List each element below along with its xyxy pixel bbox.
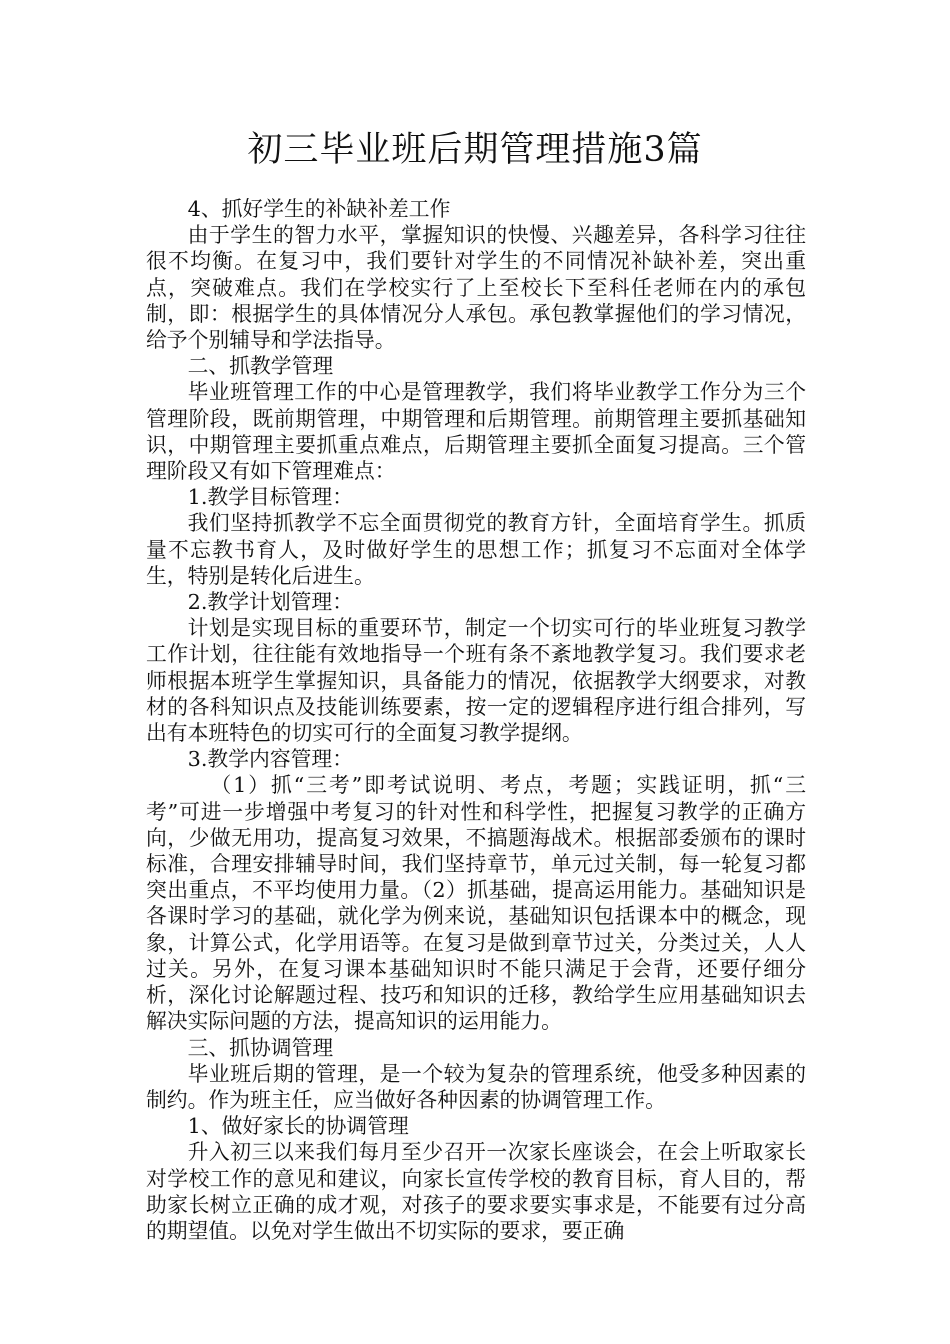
paragraph-heading-plan-management: 2.教学计划管理：: [187, 590, 354, 615]
paragraph-goal-management-body: 我们坚持抓教学不忘全面贯彻党的教育方针，全面培育学生。抓质量不忘教书育人，及时做好学生的思想工作；抓复习不忘面对全体学生，特别是转化后进生。: [146, 511, 806, 588]
paragraph-heading-content-management: 3.教学内容管理：: [187, 747, 354, 772]
document-title: 初三毕业班后期管理措施3篇: [247, 130, 703, 170]
paragraph-parent-coordination-body: 升入初三以来我们每月至少召开一次家长座谈会，在会上听取家长对学校工作的意见和建议，向家长宣传学校的教育目标，育人目的，帮助家长树立正确的成才观，对孩子的要求要实事求是，不能要有过分高的期望值。以免对学生做出不切实际的要求，要正确: [146, 1140, 806, 1243]
paragraph-heading-teaching-management: 二、抓教学管理: [187, 354, 334, 379]
paragraph-heading-remedial: 4、抓好学生的补缺补差工作: [187, 197, 451, 221]
paragraph-plan-management-body: 计划是实现目标的重要环节，制定一个切实可行的毕业班复习教学工作计划，往往能有效地指导一个班有条不紊地教学复习。我们要求老师根据本班学生掌握知识，具备能力的情况，依据教学大纲要求，对教材的各科知识点及技能训练要素，按一定的逻辑程序进行组合排列，写出有本班特色的切实可行的全面复习教学提纲。: [146, 616, 806, 746]
paragraph-content-management-body: （1）抓“三考”即考试说明、考点，考题；实践证明，抓“三考”可进一步增强中考复习的针对性和科学性，把握复习教学的正确方向，少做无用功，提高复习效果，不搞题海战术。根据部委颁布的课时标准，合理安排辅导时间，我们坚持章节，单元过关制，每一轮复习都突出重点，不平均使用力量。（2）抓基础，提高运用能力。基础知识是各课时学习的基础，就化学为例来说，基础知识包括课本中的概念，现象，计算公式，化学用语等。在复习是做到章节过关，分类过关，人人过关。另外，在复习课本基础知识时不能只满足于会背，还要仔细分析，深化讨论解题过程、技巧和知识的迁移，教给学生应用基础知识去解决实际问题的方法，提高知识的运用能力。: [146, 773, 806, 1034]
paragraph-teaching-management-body: 毕业班管理工作的中心是管理教学，我们将毕业教学工作分为三个管理阶段，既前期管理，中期管理和后期管理。前期管理主要抓基础知识，中期管理主要抓重点难点，后期管理主要抓全面复习提高。三个管理阶段又有如下管理难点：: [146, 380, 806, 484]
paragraph-remedial-body: 由于学生的智力水平，掌握知识的快慢、兴趣差异，各科学习往往很不均衡。在复习中，我们要针对学生的不同情况补缺补差，突出重点，突破难点。我们在学校实行了上至校长下至科任老师在内的承包制，即：根据学生的具体情况分人承包。承包教掌握他们的学习情况，给予个别辅导和学法指导。: [146, 223, 806, 353]
paragraph-heading-parent-coordination: 1、做好家长的协调管理: [187, 1114, 409, 1139]
paragraph-heading-coordination-management: 三、抓协调管理: [187, 1035, 334, 1060]
paragraph-coordination-management-body: 毕业班后期的管理，是一个较为复杂的管理系统，他受多种因素的制约。作为班主任，应当做好各种因素的协调管理工作。: [146, 1061, 806, 1112]
document-body: [146, 196, 806, 1244]
paragraph-heading-goal-management: 1.教学目标管理：: [187, 485, 354, 510]
